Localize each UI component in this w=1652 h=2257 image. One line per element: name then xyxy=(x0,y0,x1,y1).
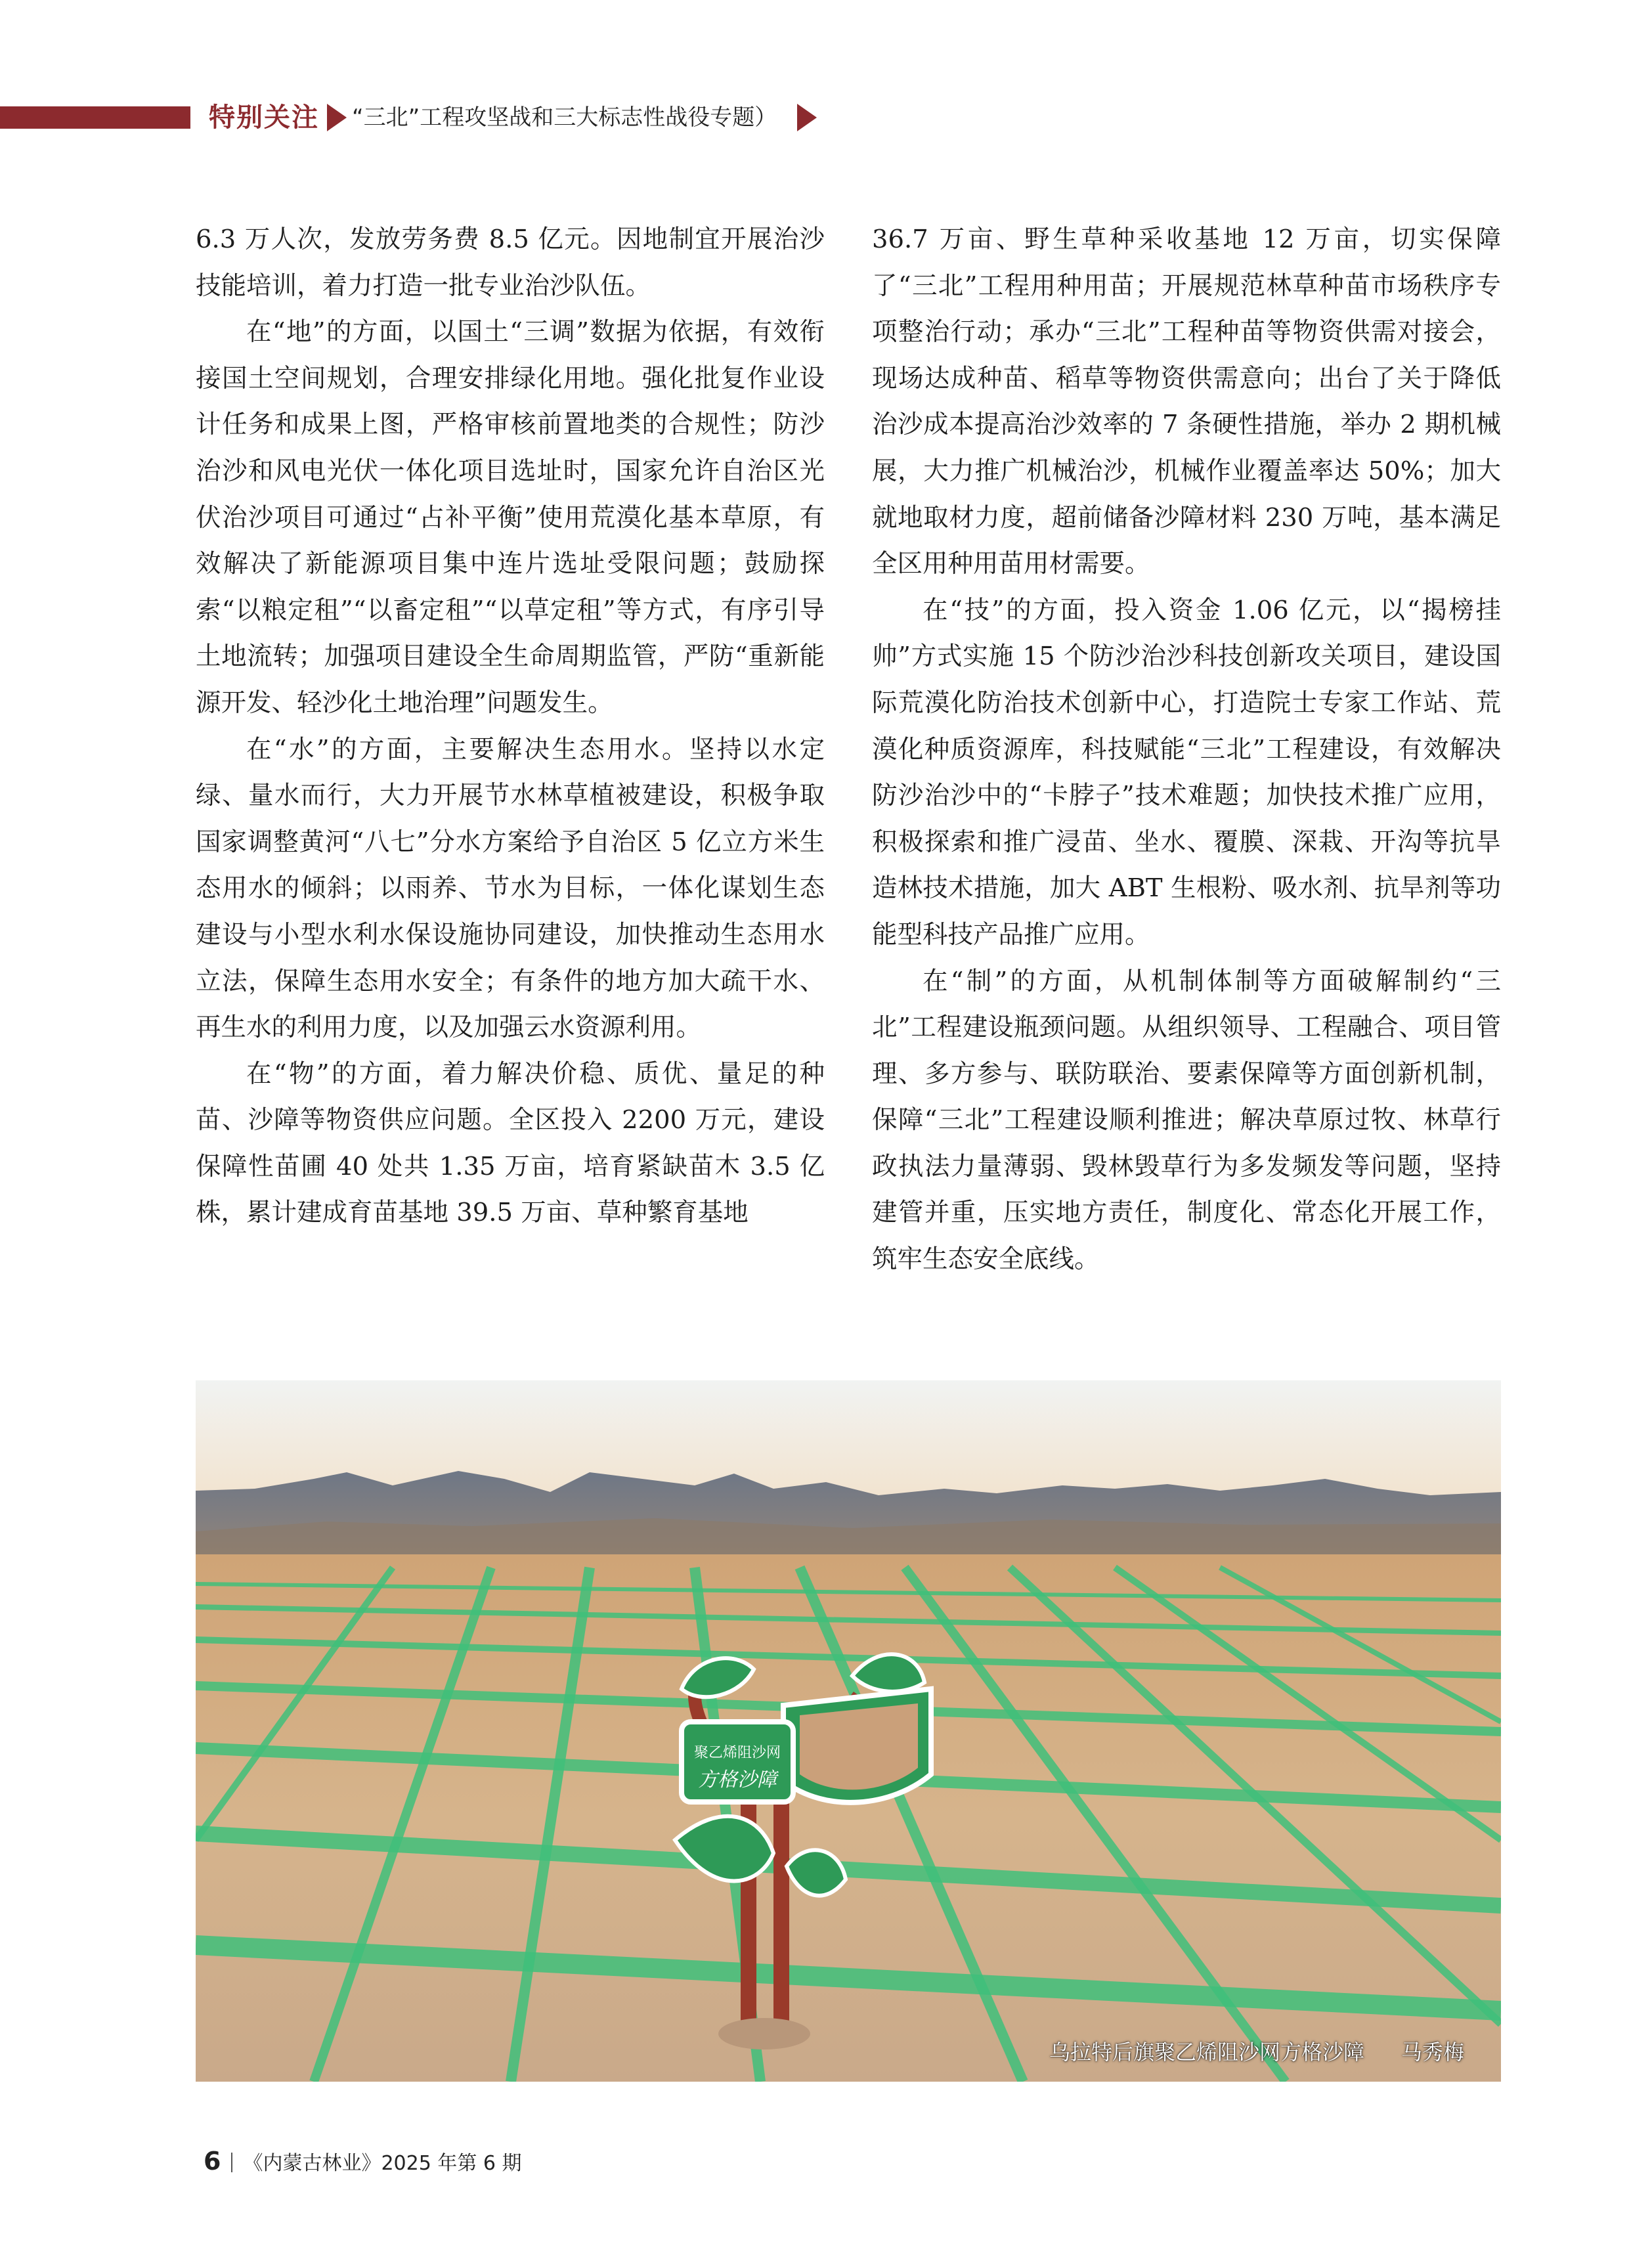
page-number: 6 xyxy=(204,2147,221,2176)
caption-text: 乌拉特后旗聚乙烯阻沙网方格沙障 xyxy=(1049,2040,1364,2065)
section-title: “三北”工程攻坚战和三大标志性战役专题） xyxy=(352,104,777,131)
paragraph-continued: 6.3 万人次，发放劳务费 8.5 亿元。因地制宜开展治沙技能培训，着力打造一批专业治沙队伍。 xyxy=(196,225,825,301)
paragraph-materials-continued: 36.7 万亩、野生草种采收基地 12 万亩，切实保障了“三北”工程用种用苗；开展规范林草种苗市场秩序专项整治行动；承办“三北”工程种苗等物资供需对接会，现场达成种苗、稻草等物资供需意向；出台了关于降低治沙成本提高治沙效率的 7 条硬性措施，举办 2 期机械展，大力推广机械治沙，机械作业覆盖率达 50%；加大就地取材力度，超前储备沙障材料 230 万吨，基本满足全区用种用苗用材需要。 xyxy=(872,225,1501,579)
sand-barrier-photo xyxy=(196,1380,1501,2082)
header-arrow-icon xyxy=(327,104,347,131)
paragraph-materials: 在“物”的方面，着力解决价稳、质优、量足的种苗、沙障等物资供应问题。全区投入 2200 万元，建设保障性苗圃 40 处共 1.35 万亩，培育紧缺苗木 3.5 亿株，累计建成育苗基地 39.5 万亩、草种繁育基地 xyxy=(196,1059,825,1228)
page-footer xyxy=(204,2147,522,2178)
left-column xyxy=(196,217,825,1237)
footer-divider xyxy=(231,2153,232,2172)
right-column xyxy=(872,217,1501,1283)
header-arrow-end-icon xyxy=(797,104,817,131)
paragraph-technology: 在“技”的方面，投入资金 1.06 亿元，以“揭榜挂帅”方式实施 15 个防沙治沙科技创新攻关项目，建设国际荒漠化防治技术创新中心，打造院士专家工作站、荒漠化种质资源库，科技赋能“三北”工程建设，有效解决防沙治沙中的“卡脖子”技术难题；加快技术推广应用，积极探索和推广浸苗、坐水、覆膜、深栽、开沟等抗旱造林技术措施，加大 ABT 生根粉、吸水剂、抗旱剂等功能型科技产品推广应用。 xyxy=(872,595,1501,950)
photo-illustration xyxy=(196,1380,1501,2082)
sign-line-1: 聚乙烯阻沙网 xyxy=(693,1745,781,1761)
photo-credit: 马秀梅 xyxy=(1401,2040,1464,2065)
paragraph-land: 在“地”的方面，以国土“三调”数据为依据，有效衔接国土空间规划，合理安排绿化用地。强化批复作业设计任务和成果上图，严格审核前置地类的合规性；防沙治沙和风电光伏一体化项目选址时，国家允许自治区光伏治沙项目可通过“占补平衡”使用荒漠化基本草原，有效解决了新能源项目集中连片选址受限问题；鼓励探索“以粮定租”“以畜定租”“以草定租”等方式，有序引导土地流转；加强项目建设全生命周期监管，严防“重新能源开发、轻沙化土地治理”问题发生。 xyxy=(196,317,825,718)
paragraph-mechanism: 在“制”的方面，从机制体制等方面破解制约“三北”工程建设瓶颈问题。从组织领导、工程融合、项目管理、多方参与、联防联治、要素保障等方面创新机制，保障“三北”工程建设顺利推进；解决草原过牧、林草行政执法力量薄弱、毁林毁草行为多发频发等问题，坚持建管并重，压实地方责任，制度化、常态化开展工作，筑牢生态安全底线。 xyxy=(872,966,1501,1275)
photo-caption xyxy=(1049,2036,1464,2066)
journal-name: 《内蒙古林业》2025 年第 6 期 xyxy=(243,2152,522,2175)
header-color-bar xyxy=(0,106,190,129)
sign-line-2: 方格沙障 xyxy=(698,1768,777,1791)
paragraph-water: 在“水”的方面，主要解决生态用水。坚持以水定绿、量水而行，大力开展节水林草植被建设，积极争取国家调整黄河“八七”分水方案给予自治区 5 亿立方米生态用水的倾斜；以雨养、节水为目标，一体化谋划生态建设与小型水利水保设施协同建设，加快推动生态用水立法，保障生态用水安全；有条件的地方加大疏干水、再生水的利用力度，以及加强云水资源利用。 xyxy=(196,734,825,1043)
section-tag: 特别关注 xyxy=(209,102,319,133)
